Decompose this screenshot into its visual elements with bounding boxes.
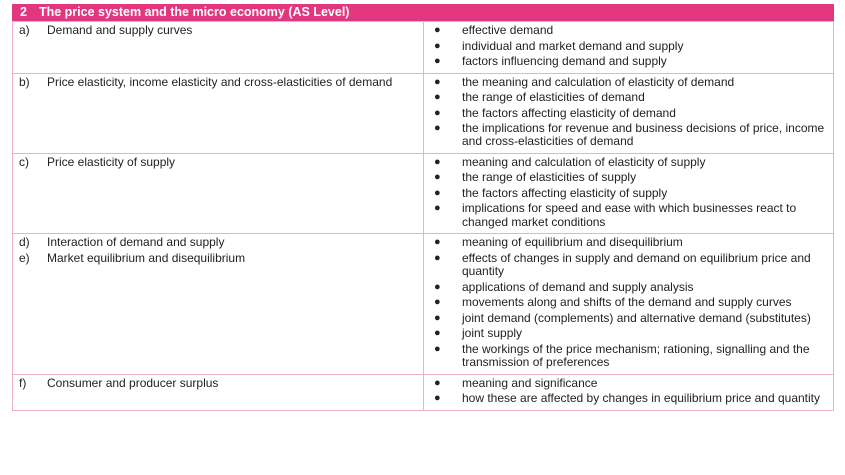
point-text: how these are affected by changes in equilibrium price and quantity [462,391,821,406]
bullet-icon: ● [434,202,441,215]
bullet-icon: ● [434,186,441,199]
points-cell [424,73,834,153]
bullet-icon: ● [434,236,441,249]
topic-cell [13,374,424,410]
topic-title: Interaction of demand and supply [47,235,225,250]
point-text: meaning and significance [462,375,598,390]
topic-item [19,377,419,390]
list-item [434,236,829,249]
list-item [434,76,829,89]
points-list [434,156,829,229]
bullet-icon: ● [434,327,441,340]
table-row [13,234,834,374]
bullet-icon: ● [434,392,441,405]
list-item [434,40,829,53]
list-item [434,91,829,104]
list-item [434,187,829,200]
topic-title: Price elasticity of supply [47,154,176,169]
point-text: factors influencing demand and supply [462,54,667,68]
bullet-icon: ● [434,122,441,134]
point-text: the meaning and calculation of elasticity of demand [462,74,735,89]
bullet-icon: ● [434,75,441,88]
point-text: the range of elasticities of supply [462,170,637,185]
syllabus-document [12,4,834,411]
topic-title: Consumer and producer surplus [47,375,219,390]
bullet-icon: ● [434,24,441,36]
point-text: individual and market demand and supply [462,38,684,53]
list-item [434,296,829,309]
section-header [12,4,834,21]
bullet-icon: ● [434,39,441,52]
point-text: the implications for revenue and business decisions of price, income and cross-elasticities of demand [462,121,825,149]
points-list [434,76,829,149]
topic-item [19,236,419,249]
topic-title: Price elasticity, income elasticity and cross-elasticities of demand [47,74,393,89]
bullet-icon: ● [434,91,441,103]
syllabus-table [12,21,834,411]
table-row [13,73,834,153]
topic-item [19,24,419,37]
topic-cell [13,234,424,374]
points-list [434,377,829,406]
topic-title: Demand and supply curves [47,23,193,37]
topic-title: Market equilibrium and disequilibrium [47,250,246,265]
list-item [434,156,829,169]
bullet-icon: ● [434,376,441,389]
list-item [434,392,829,405]
topic-letter: a) [19,23,30,37]
point-text: meaning and calculation of elasticity of supply [462,154,706,169]
point-text: the factors affecting elasticity of demand [462,105,676,120]
point-text: applications of demand and supply analysis [462,279,694,294]
bullet-icon: ● [434,251,441,264]
list-item [434,377,829,390]
topic-letter: e) [19,250,30,265]
point-text: effective demand [462,23,554,37]
bullet-icon: ● [434,280,441,293]
table-row [13,153,834,233]
section-title: The price system and the micro economy (AS Level) [38,5,350,19]
topic-item [19,76,419,89]
list-item [434,281,829,294]
point-text: joint demand (complements) and alternative demand (substitutes) [462,310,811,325]
point-text: the workings of the price mechanism; rationing, signalling and the transmission of preferences [462,341,810,370]
point-text: the range of elasticities of demand [462,90,645,104]
list-item [434,312,829,325]
points-cell [424,374,834,410]
topic-cell [13,73,424,153]
topic-letter: f) [19,375,27,390]
bullet-icon: ● [434,155,441,168]
point-text: meaning of equilibrium and disequilibrium [462,235,683,250]
list-item [434,252,829,279]
point-text: the factors affecting elasticity of supply [462,185,668,200]
list-item [434,171,829,184]
table-row [13,374,834,410]
list-item [434,202,829,229]
points-list [434,236,829,369]
list-item [434,107,829,120]
list-item [434,24,829,37]
bullet-icon: ● [434,342,441,355]
list-item [434,343,829,370]
points-cell [424,22,834,74]
section-number: 2 [20,5,27,19]
point-text: joint supply [462,326,523,341]
point-text: effects of changes in supply and demand on equilibrium price and quantity [462,250,811,279]
topic-letter: d) [19,235,30,250]
points-cell [424,153,834,233]
topic-letter: c) [19,154,29,169]
bullet-icon: ● [434,106,441,119]
list-item [434,55,829,68]
bullet-icon: ● [434,296,441,309]
table-row [13,22,834,74]
list-item [434,327,829,340]
bullet-icon: ● [434,55,441,67]
topic-cell [13,22,424,74]
topic-cell [13,153,424,233]
topic-item [19,156,419,169]
points-cell [424,234,834,374]
bullet-icon: ● [434,171,441,184]
point-text: implications for speed and ease with which businesses react to changed market conditions [462,201,797,229]
points-list [434,24,829,68]
topic-item [19,252,419,265]
list-item [434,122,829,149]
point-text: movements along and shifts of the demand and supply curves [462,295,792,310]
bullet-icon: ● [434,311,441,324]
topic-letter: b) [19,74,30,89]
